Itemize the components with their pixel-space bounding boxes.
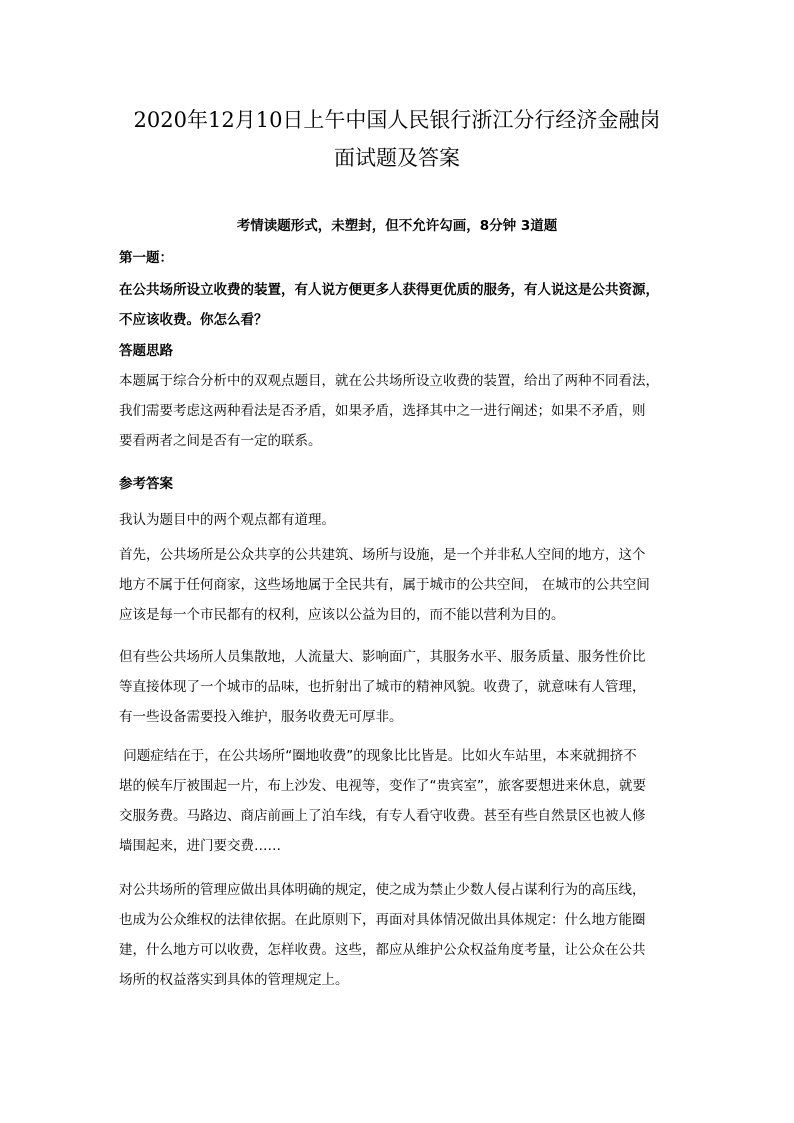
approach-text [119,366,689,456]
answer-paragraph [119,642,689,732]
answer-label-text: 参考答案 [119,476,173,492]
text-line: 等直接体现了一个城市的品味，也折射出了城市的精神风貌。收费了，就意味有人管理， [119,679,646,695]
text-line: 我们需要考虑这两种看法是否矛盾，如果矛盾，选择其中之一进行阐述；如果不矛盾，则 [119,403,646,419]
text-line: 堪的候车厅被围起一片，布上沙发、电视等，变作了“贵宾室”，旅客要想进来休息，就要 [119,778,646,794]
text-line: 建，什么地方可以收费，怎样收费。这些，都应从维护公众权益角度考量，让公众在公共 [119,942,646,958]
answer-paragraph [119,741,689,861]
text-line: 也成为公众维权的法律依据。在此原则下，再面对具体情况做出具体规定：什么地方能圈 [119,912,646,928]
text-line: 要看两者之间是否有一定的联系。 [119,433,322,449]
text-line: 我认为题目中的两个观点都有道理。 [119,512,335,528]
text-line: 交服务费。马路边、商店前画上了泊车线，有专人看守收费。甚至有些自然景区也被人修 [119,808,646,824]
answer-paragraph [119,505,689,535]
title-line: 面试题及答案 [334,146,460,170]
answer-paragraph [119,875,689,995]
text-line: 场所的权益落实到具体的管理规定上。 [119,972,349,988]
text-line: 不应该收费。你怎么看？ [119,312,268,328]
text-line: 首先，公共场所是公众共享的公共建筑、场所与设施，是一个并非私人空间的地方，这个 [119,547,646,563]
text-line: 地方不属于任何商家，这些场地属于全民共有，属于城市的公共空间， 在城市的公共空间 [119,577,650,593]
text-line: 本题属于综合分析中的双观点题目，就在公共场所设立收费的装置，给出了两种不同看法， [119,373,659,389]
answer-label [119,469,689,499]
question-label [119,243,689,273]
title-line: 2020年12月10日上午中国人民银行浙江分行经济金融岗 [133,108,661,132]
text-line: 应该是每一个市民都有的权利，应该以公益为目的，而不能以营利为目的。 [119,607,565,623]
text-line: 问题症结在于，在公共场所“圈地收费”的现象比比皆是。比如火车站里，本来就拥挤不 [119,748,637,764]
text-line: 在公共场所设立收费的装置，有人说方便更多人获得更优质的服务，有人说这是公共资源， [119,282,659,298]
document-title [0,101,794,177]
subtitle [0,211,794,241]
answer-paragraph [119,540,689,630]
text-line: 墙围起来，进门要交费…… [119,838,281,854]
question-text [119,275,689,335]
text-line: 对公共场所的管理应做出具体明确的规定，使之成为禁止少数人侵占谋利行为的高压线， [119,882,646,898]
approach-label [119,336,689,366]
subtitle-text: 考情读题形式，未塑封，但不允许勾画，8分钟 3道题 [236,218,558,234]
text-line: 有一些设备需要投入维护，服务收费无可厚非。 [119,709,403,725]
question-label-text: 第一题： [119,250,173,266]
approach-label-text: 答题思路 [119,343,173,359]
text-line: 但有些公共场所人员集散地，人流量大、影响面广，其服务水平、服务质量、服务性价比 [119,649,646,665]
